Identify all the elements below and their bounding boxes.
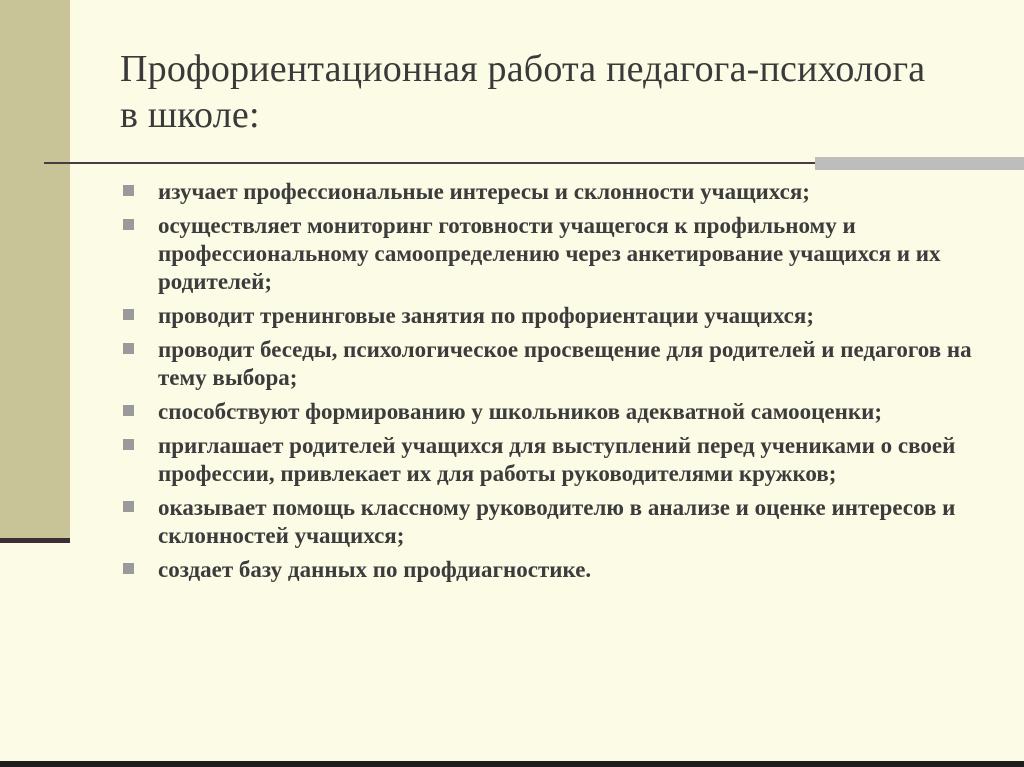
bullet-item [120,556,1020,584]
square-bullet-icon [123,563,134,574]
title-accent-bar [815,157,1024,170]
bottom-border [0,761,1024,767]
square-bullet-icon [123,219,134,230]
bullet-item [120,398,1020,426]
left-band-rule [0,538,70,543]
bullet-item [120,432,1020,488]
bullet-text: осуществляет мониторинг готовности учащегося к профильному и профессиональному самоопределению через анкетирование учащихся и их родителей; [158,213,941,294]
slide-title: Профориентационная работа педагога-психолога в школе: [120,48,926,136]
bullet-text: проводит тренинговые занятия по профориентации учащихся; [158,303,814,328]
square-bullet-icon [123,501,134,512]
bullet-list [120,178,1020,590]
bullet-text: изучает профессиональные интересы и склонности учащихся; [158,179,810,204]
bullet-item [120,212,1020,296]
bullet-text: создает базу данных по профдиагностике. [158,557,592,582]
square-bullet-icon [123,405,134,416]
bullet-text: способствуют формированию у школьников адекватной самооценки; [158,399,883,424]
bullet-text: оказывает помощь классному руководителю в анализе и оценке интересов и склонностей учащихся; [158,495,956,548]
bullet-text: проводит беседы, психологическое просвещение для родителей и педагогов на тему выбора; [158,337,972,390]
bullet-item [120,494,1020,550]
square-bullet-icon [123,343,134,354]
bullet-item [120,302,1020,330]
bullet-item [120,178,1020,206]
square-bullet-icon [123,309,134,320]
bullet-text: приглашает родителей учащихся для выступлений перед учениками о своей профессии, привлекает их для работы руководителями кружков; [158,433,956,486]
left-decorative-band [0,0,70,540]
square-bullet-icon [123,185,134,196]
bullet-item [120,336,1020,392]
square-bullet-icon [123,439,134,450]
